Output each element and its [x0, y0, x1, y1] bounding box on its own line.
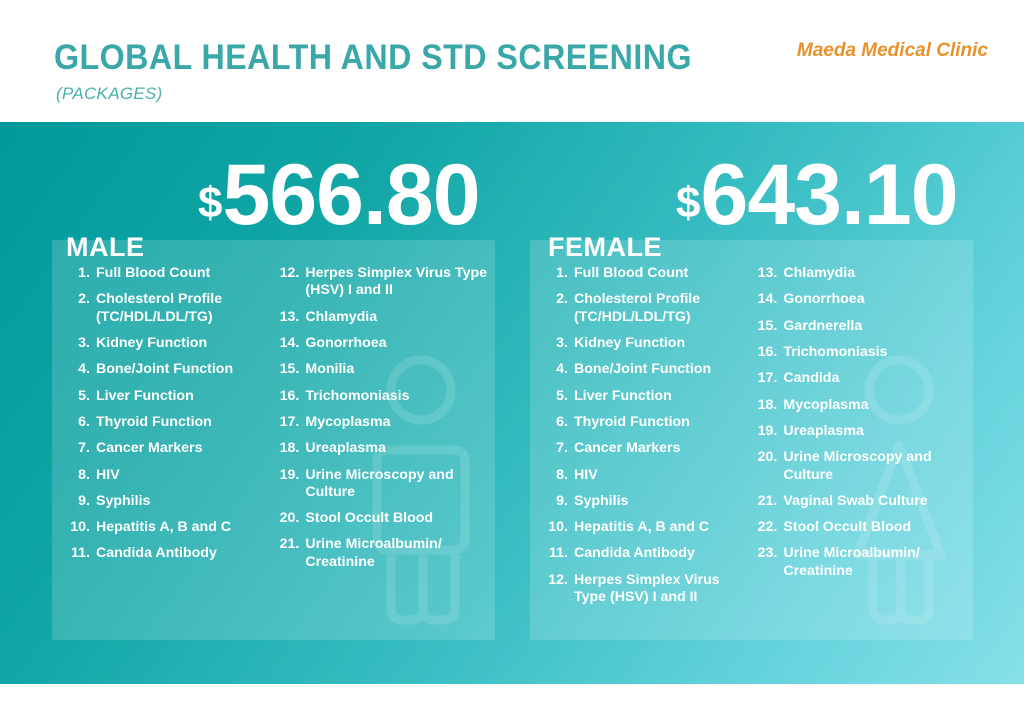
- item-text: Kidney Function: [574, 334, 686, 351]
- list-item: [542, 265, 745, 282]
- list-item: [64, 467, 267, 484]
- list-item: [64, 291, 267, 326]
- item-text: HIV: [574, 466, 598, 483]
- item-number: 12.: [548, 571, 568, 588]
- package-columns-male: [52, 240, 495, 640]
- item-text: Stool Occult Blood: [305, 510, 434, 527]
- list-item: [542, 388, 745, 405]
- list-item: [751, 291, 973, 308]
- list-item: [542, 519, 745, 536]
- list-item: [273, 265, 495, 300]
- price-amount-female: 643.10: [700, 147, 958, 243]
- item-text: Monilia: [305, 361, 355, 378]
- item-text: Mycoplasma: [783, 396, 869, 413]
- list-item: [542, 291, 745, 326]
- list-item: [273, 536, 495, 571]
- item-text: Cancer Markers: [574, 440, 681, 457]
- item-number: 18.: [757, 396, 778, 413]
- item-text: Herpes Simplex Virus Type (HSV) I and II: [305, 265, 488, 299]
- list-item: [64, 335, 267, 352]
- list-item: [273, 414, 495, 431]
- item-number: 10.: [70, 519, 90, 536]
- list-item: [542, 440, 745, 457]
- list-item: [751, 493, 973, 510]
- list-item: [542, 493, 745, 510]
- item-text: Kidney Function: [96, 334, 208, 351]
- price-female: [676, 147, 958, 243]
- list-item: [273, 361, 495, 378]
- item-number: 7.: [556, 440, 568, 457]
- price-male: [198, 147, 480, 243]
- item-text: Syphilis: [96, 492, 151, 509]
- list-item: [542, 467, 745, 484]
- list-item: [751, 318, 973, 335]
- packages-band: [0, 122, 1024, 684]
- gender-label-male: MALE: [66, 232, 145, 262]
- item-text: Full Blood Count: [574, 265, 689, 281]
- item-text: Gardnerella: [783, 317, 863, 334]
- list-item: [273, 309, 495, 326]
- list-item: [273, 335, 495, 352]
- female-list-a: [542, 265, 745, 606]
- list-item: [751, 519, 973, 536]
- item-number: 11.: [71, 545, 90, 562]
- female-column-b: [745, 240, 973, 640]
- item-number: 16.: [279, 387, 300, 404]
- female-list-b: [751, 265, 973, 580]
- item-text: Urine Microscopy and Culture: [783, 449, 932, 483]
- list-item: [273, 467, 495, 502]
- list-item: [542, 572, 745, 607]
- item-number: 14.: [279, 334, 300, 351]
- list-item: [751, 265, 973, 282]
- item-number: 9.: [78, 492, 90, 509]
- item-text: Urine Microalbumin/ Creatinine: [783, 545, 920, 579]
- item-number: 9.: [556, 492, 568, 509]
- list-item: [751, 449, 973, 484]
- item-text: Trichomoniasis: [305, 387, 410, 404]
- package-columns-female: [530, 240, 973, 640]
- item-text: Syphilis: [574, 492, 629, 509]
- item-text: Vaginal Swab Culture: [783, 492, 928, 509]
- item-text: Gonorrhoea: [783, 291, 865, 308]
- list-item: [751, 344, 973, 361]
- item-text: Urine Microscopy and Culture: [305, 466, 454, 500]
- item-text: Ureaplasma: [783, 422, 864, 439]
- item-text: Trichomoniasis: [783, 343, 888, 360]
- item-text: Cancer Markers: [96, 440, 203, 457]
- item-text: Chlamydia: [305, 308, 378, 325]
- item-number: 21.: [279, 536, 300, 553]
- item-text: Liver Function: [96, 387, 194, 404]
- currency-symbol-male: $: [198, 178, 223, 228]
- list-item: [751, 423, 973, 440]
- item-number: 21.: [757, 492, 778, 509]
- list-item: [64, 388, 267, 405]
- list-item: [64, 361, 267, 378]
- list-item: [273, 440, 495, 457]
- item-number: 12.: [279, 265, 300, 281]
- item-number: 5.: [78, 387, 90, 404]
- item-text: Cholesterol Profile (TC/HDL/LDL/TG): [96, 291, 223, 325]
- item-number: 4.: [78, 361, 90, 378]
- item-number: 2.: [78, 291, 90, 308]
- item-number: 17.: [757, 370, 778, 387]
- item-number: 6.: [556, 413, 568, 430]
- item-text: Thyroid Function: [96, 413, 212, 430]
- gender-label-female: FEMALE: [548, 232, 662, 262]
- item-number: 11.: [549, 545, 568, 562]
- item-number: 3.: [556, 334, 568, 351]
- item-number: 4.: [556, 361, 568, 378]
- item-number: 7.: [78, 440, 90, 457]
- male-column-a: [52, 240, 267, 640]
- list-item: [64, 519, 267, 536]
- item-number: 19.: [757, 422, 778, 439]
- item-text: HIV: [96, 466, 120, 483]
- item-number: 17.: [279, 413, 300, 430]
- list-item: [751, 397, 973, 414]
- currency-symbol-female: $: [676, 178, 701, 228]
- list-item: [64, 545, 267, 562]
- item-number: 15.: [279, 361, 300, 378]
- item-number: 19.: [279, 466, 300, 483]
- item-text: Ureaplasma: [305, 440, 386, 457]
- item-text: Candida Antibody: [574, 545, 695, 562]
- item-number: 14.: [757, 291, 778, 308]
- list-item: [542, 335, 745, 352]
- item-text: Bone/Joint Function: [574, 361, 712, 378]
- item-number: 1.: [78, 265, 90, 281]
- male-column-b: [267, 240, 495, 640]
- item-text: Herpes Simplex Virus Type (HSV) I and II: [574, 571, 720, 606]
- item-number: 15.: [757, 317, 778, 334]
- package-panel-female: [530, 240, 973, 640]
- item-number: 22.: [757, 519, 778, 536]
- bottom-white-strip: [0, 684, 1024, 717]
- item-number: 20.: [757, 449, 778, 466]
- item-number: 2.: [556, 291, 568, 308]
- list-item: [64, 414, 267, 431]
- item-number: 23.: [757, 545, 778, 562]
- page-subtitle: (PACKAGES): [56, 84, 163, 103]
- item-text: Candida Antibody: [96, 545, 217, 562]
- list-item: [64, 440, 267, 457]
- item-text: Liver Function: [574, 387, 672, 404]
- item-number: 20.: [279, 510, 300, 527]
- male-list-b: [273, 265, 495, 571]
- list-item: [64, 265, 267, 282]
- poster-header: [0, 0, 1024, 122]
- page-title: GLOBAL HEALTH AND STD SCREENING: [54, 38, 693, 77]
- item-text: Stool Occult Blood: [783, 519, 912, 536]
- item-number: 8.: [78, 466, 90, 483]
- item-number: 1.: [556, 265, 568, 281]
- list-item: [64, 493, 267, 510]
- item-text: Thyroid Function: [574, 413, 690, 430]
- item-number: 18.: [279, 440, 300, 457]
- item-number: 16.: [757, 343, 778, 360]
- item-text: Gonorrhoea: [305, 334, 387, 351]
- item-number: 6.: [78, 413, 90, 430]
- male-list-a: [64, 265, 267, 563]
- item-number: 5.: [556, 387, 568, 404]
- item-text: Urine Microalbumin/ Creatinine: [305, 536, 442, 570]
- item-text: Hepatitis A, B and C: [574, 519, 710, 536]
- list-item: [542, 545, 745, 562]
- list-item: [542, 414, 745, 431]
- list-item: [751, 545, 973, 580]
- list-item: [273, 388, 495, 405]
- item-number: 13.: [279, 308, 300, 325]
- female-column-a: [530, 240, 745, 640]
- item-number: 13.: [757, 265, 778, 281]
- list-item: [273, 510, 495, 527]
- item-text: Candida: [783, 370, 840, 387]
- item-text: Cholesterol Profile (TC/HDL/LDL/TG): [574, 291, 701, 325]
- item-number: 10.: [548, 519, 568, 536]
- item-text: Full Blood Count: [96, 265, 211, 281]
- list-item: [542, 361, 745, 378]
- item-text: Hepatitis A, B and C: [96, 519, 232, 536]
- package-panel-male: [52, 240, 495, 640]
- item-number: 3.: [78, 334, 90, 351]
- clinic-name: Maeda Medical Clinic: [796, 40, 988, 61]
- item-text: Mycoplasma: [305, 413, 391, 430]
- item-text: Bone/Joint Function: [96, 361, 234, 378]
- list-item: [751, 370, 973, 387]
- item-text: Chlamydia: [783, 265, 856, 281]
- price-amount-male: 566.80: [222, 147, 480, 243]
- item-number: 8.: [556, 466, 568, 483]
